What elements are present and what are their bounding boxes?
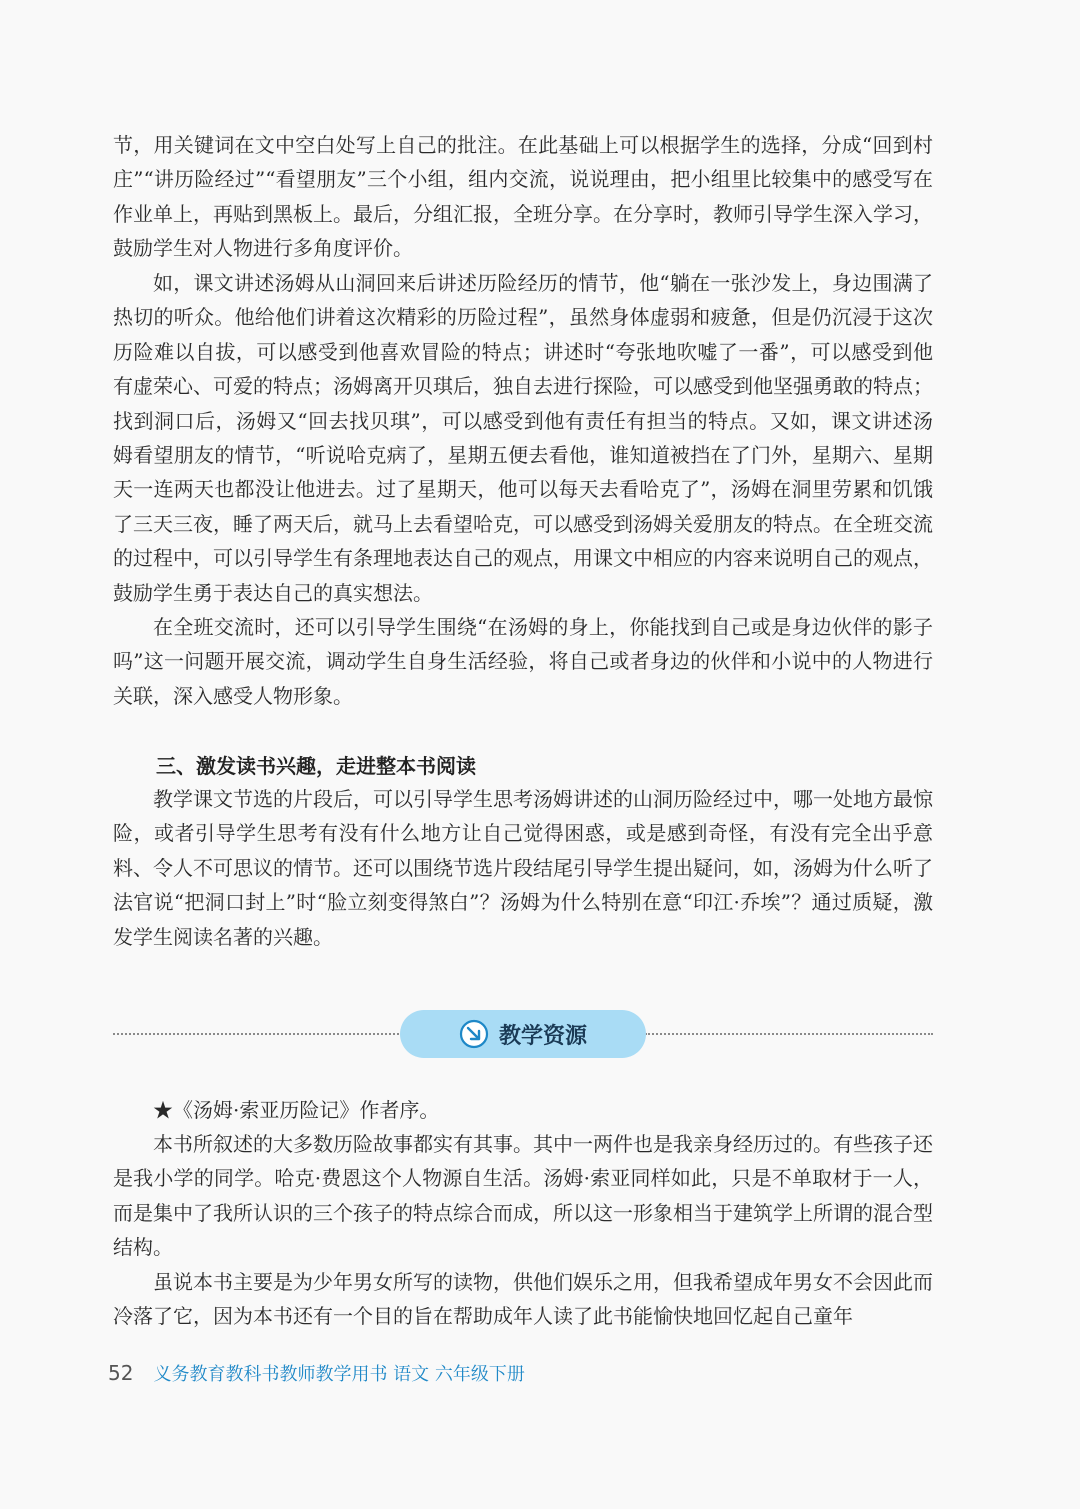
dotted-divider-left	[113, 1033, 403, 1035]
paragraph-class-discussion: 在全班交流时，还可以引导学生围绕“在汤姆的身上，你能找到自己或是身边伙伴的影子吗”这一问题开展交流，调动学生自身生活经验，将自己或者身边的伙伴和小说中的人物进行关联，深入感受人物形象。	[113, 615, 933, 708]
teaching-resources-banner	[400, 1010, 646, 1058]
page-footer	[108, 1360, 525, 1386]
section-paragraph: 教学课文节选的片段后，可以引导学生思考汤姆讲述的山洞历险经过中，哪一处地方最惊险，或者引导学生思考有没有什么地方让自己觉得困惑，或是感到奇怪，有没有完全出乎意料、令人不可思议的情节。还可以围绕节选片段结尾引导学生提出疑问，如，汤姆为什么听了法官说“把洞口封上”时“脸立刻变得煞白”？汤姆为什么特别在意“印江·乔埃”？通过质疑，激发学生阅读名著的兴趣。	[113, 787, 933, 949]
dotted-divider-right	[645, 1033, 933, 1035]
section-heading: 三、激发读书兴趣，走进整本书阅读	[156, 754, 476, 778]
paragraph-continued: 节，用关键词在文中空白处写上自己的批注。在此基础上可以根据学生的选择，分成“回到村庄”“讲历险经过”“看望朋友”三个小组，组内交流，说说理由，把小组里比较集中的感受写在作业单上，再贴到黑板上。最后，分组汇报，全班分享。在分享时，教师引导学生深入学习，鼓励学生对人物进行多角度评价。	[113, 133, 933, 261]
arrow-circle-icon	[459, 1019, 489, 1049]
resource-paragraph-2: 虽说本书主要是为少年男女所写的读物，供他们娱乐之用，但我希望成年男女不会因此而冷落了它，因为本书还有一个目的旨在帮助成年人读了此书能愉快地回忆起自己童年	[113, 1270, 933, 1329]
page-number: 52	[108, 1361, 134, 1385]
resource-item-title: ★《汤姆·索亚历险记》作者序。	[153, 1098, 440, 1122]
banner-label: 教学资源	[498, 1023, 587, 1049]
resource-paragraph-1: 本书所叙述的大多数历险故事都实有其事。其中一两件也是我亲身经历过的。有些孩子还是我小学的同学。哈克·费恩这个人物源自生活。汤姆·索亚同样如此，只是不单取材于一人，而是集中了我所认识的三个孩子的特点综合而成，所以这一形象相当于建筑学上所谓的混合型结构。	[113, 1132, 933, 1260]
paragraph-examples: 如，课文讲述汤姆从山洞回来后讲述历险经历的情节，他“躺在一张沙发上，身边围满了热切的听众。他给他们讲着这次精彩的历险过程”，虽然身体虚弱和疲惫，但是仍沉浸于这次历险难以自拔，可以感受到他喜欢冒险的特点；讲述时“夸张地吹嘘了一番”，可以感受到他有虚荣心、可爱的特点；汤姆离开贝琪后，独自去进行探险，可以感受到他坚强勇敢的特点；找到洞口后，汤姆又“回去找贝琪”，可以感受到他有责任有担当的特点。又如，课文讲述汤姆看望朋友的情节，“听说哈克病了，星期五便去看他，谁知道被挡在了门外，星期六、星期天一连两天也都没让他进去。过了星期天，他可以每天去看哈克了”，汤姆在洞里劳累和饥饿了三天三夜，睡了两天后，就马上去看望哈克，可以感受到汤姆关爱朋友的特点。在全班交流的过程中，可以引导学生有条理地表达自己的观点，用课文中相应的内容来说明自己的观点，鼓励学生勇于表达自己的真实想法。	[113, 271, 933, 605]
book-title: 义务教育教科书教师教学用书 语文 六年级下册	[153, 1364, 525, 1385]
